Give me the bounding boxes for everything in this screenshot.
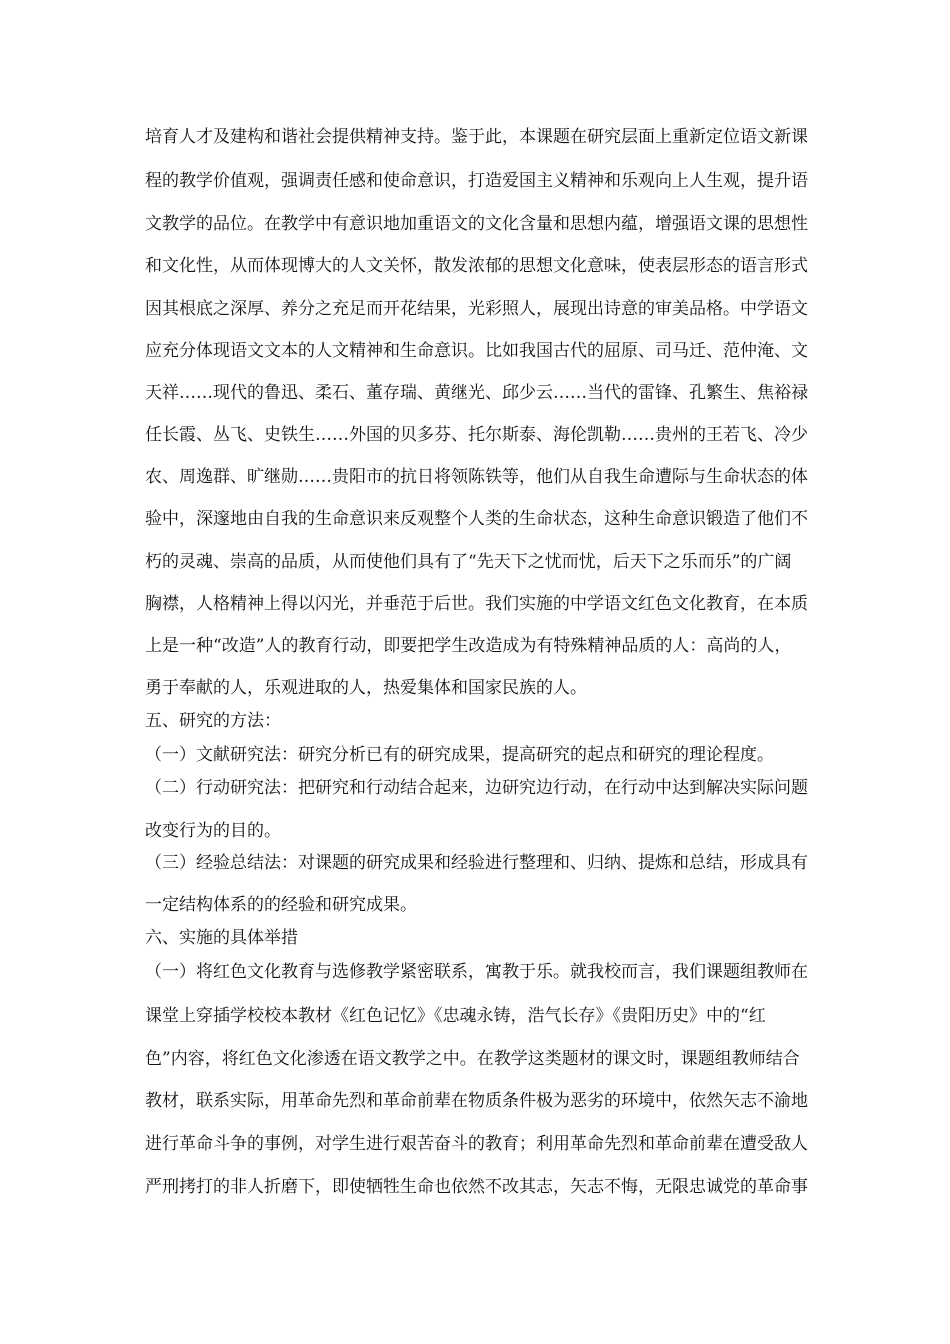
method-item: （三）经验总结法：对课题的研究成果和经验进行整理和、归纳、提炼和总结，形成具有 xyxy=(145,853,808,873)
paragraph-line: 勇于奉献的人，乐观进取的人，热爱集体和国家民族的人。 xyxy=(145,678,587,698)
paragraph-line: 朽的灵魂、崇高的品质，从而使他们具有了“先天下之忧而忧，后天下之乐而乐”的广阔 xyxy=(145,552,792,572)
section-heading: 五、研究的方法： xyxy=(145,711,281,731)
paragraph-line: 教材，联系实际，用革命先烈和革命前辈在物质条件极为恶劣的环境中，依然矢志不渝地 xyxy=(145,1091,808,1111)
paragraph-line: 课堂上穿插学校校本教材《红色记忆》《忠魂永铸，浩气长存》《贵阳历史》中的“红 xyxy=(145,1006,766,1026)
paragraph-line: 验中，深邃地由自我的生命意识来反观整个人类的生命状态，这种生命意识锻造了他们不 xyxy=(145,509,808,529)
paragraph-line: 胸襟，人格精神上得以闪光，并垂范于后世。我们实施的中学语文红色文化教育，在本质 xyxy=(145,594,808,614)
measure-item: （一）将红色文化教育与选修教学紧密联系，寓教于乐。就我校而言，我们课题组教师在 xyxy=(145,962,808,982)
paragraph-line: 培育人才及建构和谐社会提供精神支持。鉴于此，本课题在研究层面上重新定位语文新课 xyxy=(145,127,808,147)
paragraph-line: 色”内容，将红色文化渗透在语文教学之中。在教学这类题材的课文时，课题组教师结合 xyxy=(145,1049,800,1069)
paragraph-line: 严刑拷打的非人折磨下，即使牺牲生命也依然不改其志，矢志不悔，无限忠诚党的革命事 xyxy=(145,1177,808,1197)
method-item: （二）行动研究法：把研究和行动结合起来，边研究边行动，在行动中达到解决实际问题 xyxy=(145,778,808,798)
section-heading: 六、实施的具体举措 xyxy=(145,928,298,948)
paragraph-line: 任长霞、丛飞、史铁生……外国的贝多芬、托尔斯泰、海伦凯勒……贵州的王若飞、冷少 xyxy=(145,425,808,445)
paragraph-line: 程的教学价值观，强调责任感和使命意识，打造爱国主义精神和乐观向上人生观，提升语 xyxy=(145,171,808,191)
paragraph-line: 应充分体现语文文本的人文精神和生命意识。比如我国古代的屈原、司马迁、范仲淹、文 xyxy=(145,341,808,361)
paragraph-line: 因其根底之深厚、养分之充足而开花结果，光彩照人，展现出诗意的审美品格。中学语文 xyxy=(145,299,808,319)
paragraph-line: 和文化性，从而体现博大的人文关怀，散发浓郁的思想文化意味，使表层形态的语言形式 xyxy=(145,256,808,276)
paragraph-line: 一定结构体系的的经验和研究成果。 xyxy=(145,895,417,915)
paragraph-line: 文教学的品位。在教学中有意识地加重语文的文化含量和思想内蕴，增强语文课的思想性 xyxy=(145,214,808,234)
paragraph-line: 进行革命斗争的事例，对学生进行艰苦奋斗的教育；利用革命先烈和革命前辈在遭受敌人 xyxy=(145,1134,808,1154)
method-item: （一）文献研究法：研究分析已有的研究成果，提高研究的起点和研究的理论程度。 xyxy=(145,745,774,765)
paragraph-line: 天祥……现代的鲁迅、柔石、董存瑞、黄继光、邱少云……当代的雷锋、孔繁生、焦裕禄 xyxy=(145,383,808,403)
paragraph-line: 农、周逸群、旷继勋……贵阳市的抗日将领陈铁等，他们从自我生命遭际与生命状态的体 xyxy=(145,467,808,487)
paragraph-line: 上是一种“改造”人的教育行动，即要把学生改造成为有特殊精神品质的人：高尚的人， xyxy=(145,636,792,656)
paragraph-line: 改变行为的目的。 xyxy=(145,821,281,841)
